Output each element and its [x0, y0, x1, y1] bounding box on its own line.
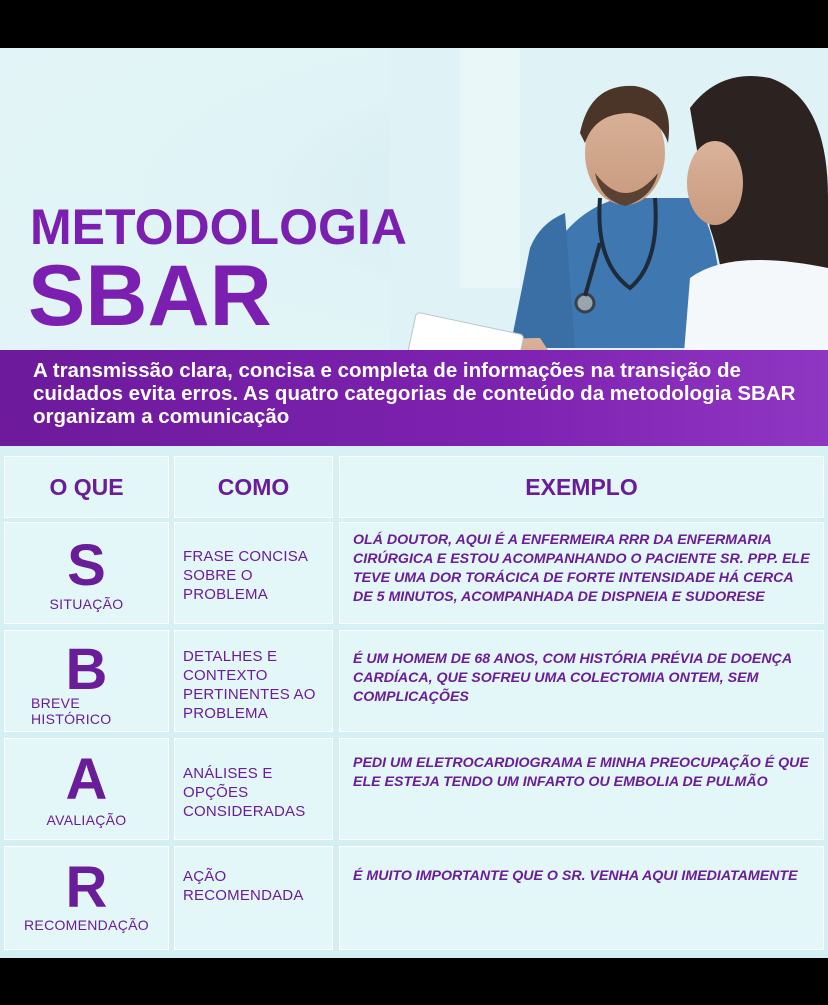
header-o-que: O QUE [4, 456, 169, 518]
row-a-letter-cell [4, 738, 169, 840]
letter-b: B [65, 637, 108, 702]
letter-a: A [65, 747, 108, 812]
row-s-exemplo-cell [339, 522, 824, 624]
intro-text: A transmissão clara, concisa e completa de informações na transição de cuidados evita erros. As quatro categorias de conteúdo da metodologia SBAR organizam a comunicação [33, 359, 796, 428]
header-como: COMO [174, 456, 333, 518]
row-a-exemplo-cell [339, 738, 824, 840]
row-r-letter-cell [4, 846, 169, 950]
title-sbar: SBAR [28, 248, 272, 344]
como-r: AÇÃO RECOMENDADA [183, 868, 304, 904]
row-s-como-cell [174, 522, 333, 624]
title-metodologia: METODOLOGIA [30, 199, 407, 255]
row-b-como-cell [174, 630, 333, 732]
row-b-exemplo-cell [339, 630, 824, 732]
intro-band [0, 350, 828, 446]
como-b: DETALHES E CONTEXTO PERTINENTES AO PROBLEMA [183, 648, 316, 722]
exemplo-a: PEDI UM ELETROCARDIOGRAMA E MINHA PREOCUPAÇÃO É QUE ELE ESTEJA TENDO UM INFARTO OU EMBOLIA DE PULMÃO [353, 755, 809, 790]
row-a-como-cell [174, 738, 333, 840]
exemplo-s: OLÁ DOUTOR, AQUI É A ENFERMEIRA RRR DA ENFERMARIA CIRÚRGICA E ESTOU ACOMPANHANDO O PACIENTE SR. PPP. ELE TEVE UMA DOR TORÁCICA DE FORTE INTENSIDADE HÁ CERCA DE 5 MINUTOS, ACOMPANHADA DE DISPNEIA E SUDORESE [353, 532, 810, 605]
letter-s: S [67, 533, 106, 598]
como-a: ANÁLISES E OPÇÕES CONSIDERADAS [183, 765, 306, 820]
sbar-poster [0, 48, 828, 958]
row-r-exemplo-cell [339, 846, 824, 950]
row-b-letter-cell [4, 630, 169, 732]
label-recomendacao: RECOMENDAÇÃO [24, 917, 149, 933]
label-breve-historico: BREVE HISTÓRICO [31, 695, 112, 727]
row-r-como-cell [174, 846, 333, 950]
label-situacao: SITUAÇÃO [49, 596, 124, 612]
row-s-letter-cell [4, 522, 169, 624]
letter-r: R [65, 855, 108, 920]
exemplo-b: É UM HOMEM DE 68 ANOS, COM HISTÓRIA PRÉVIA DE DOENÇA CARDÍACA, QUE SOFREU UMA COLECTOMIA ONTEM, SEM COMPLICAÇÕES [353, 651, 792, 705]
como-s: FRASE CONCISA SOBRE O PROBLEMA [183, 548, 308, 603]
exemplo-r: É MUITO IMPORTANTE QUE O SR. VENHA AQUI IMEDIATAMENTE [353, 868, 798, 884]
header-exemplo: EXEMPLO [339, 456, 824, 518]
label-avaliacao: AVALIAÇÃO [46, 812, 127, 828]
